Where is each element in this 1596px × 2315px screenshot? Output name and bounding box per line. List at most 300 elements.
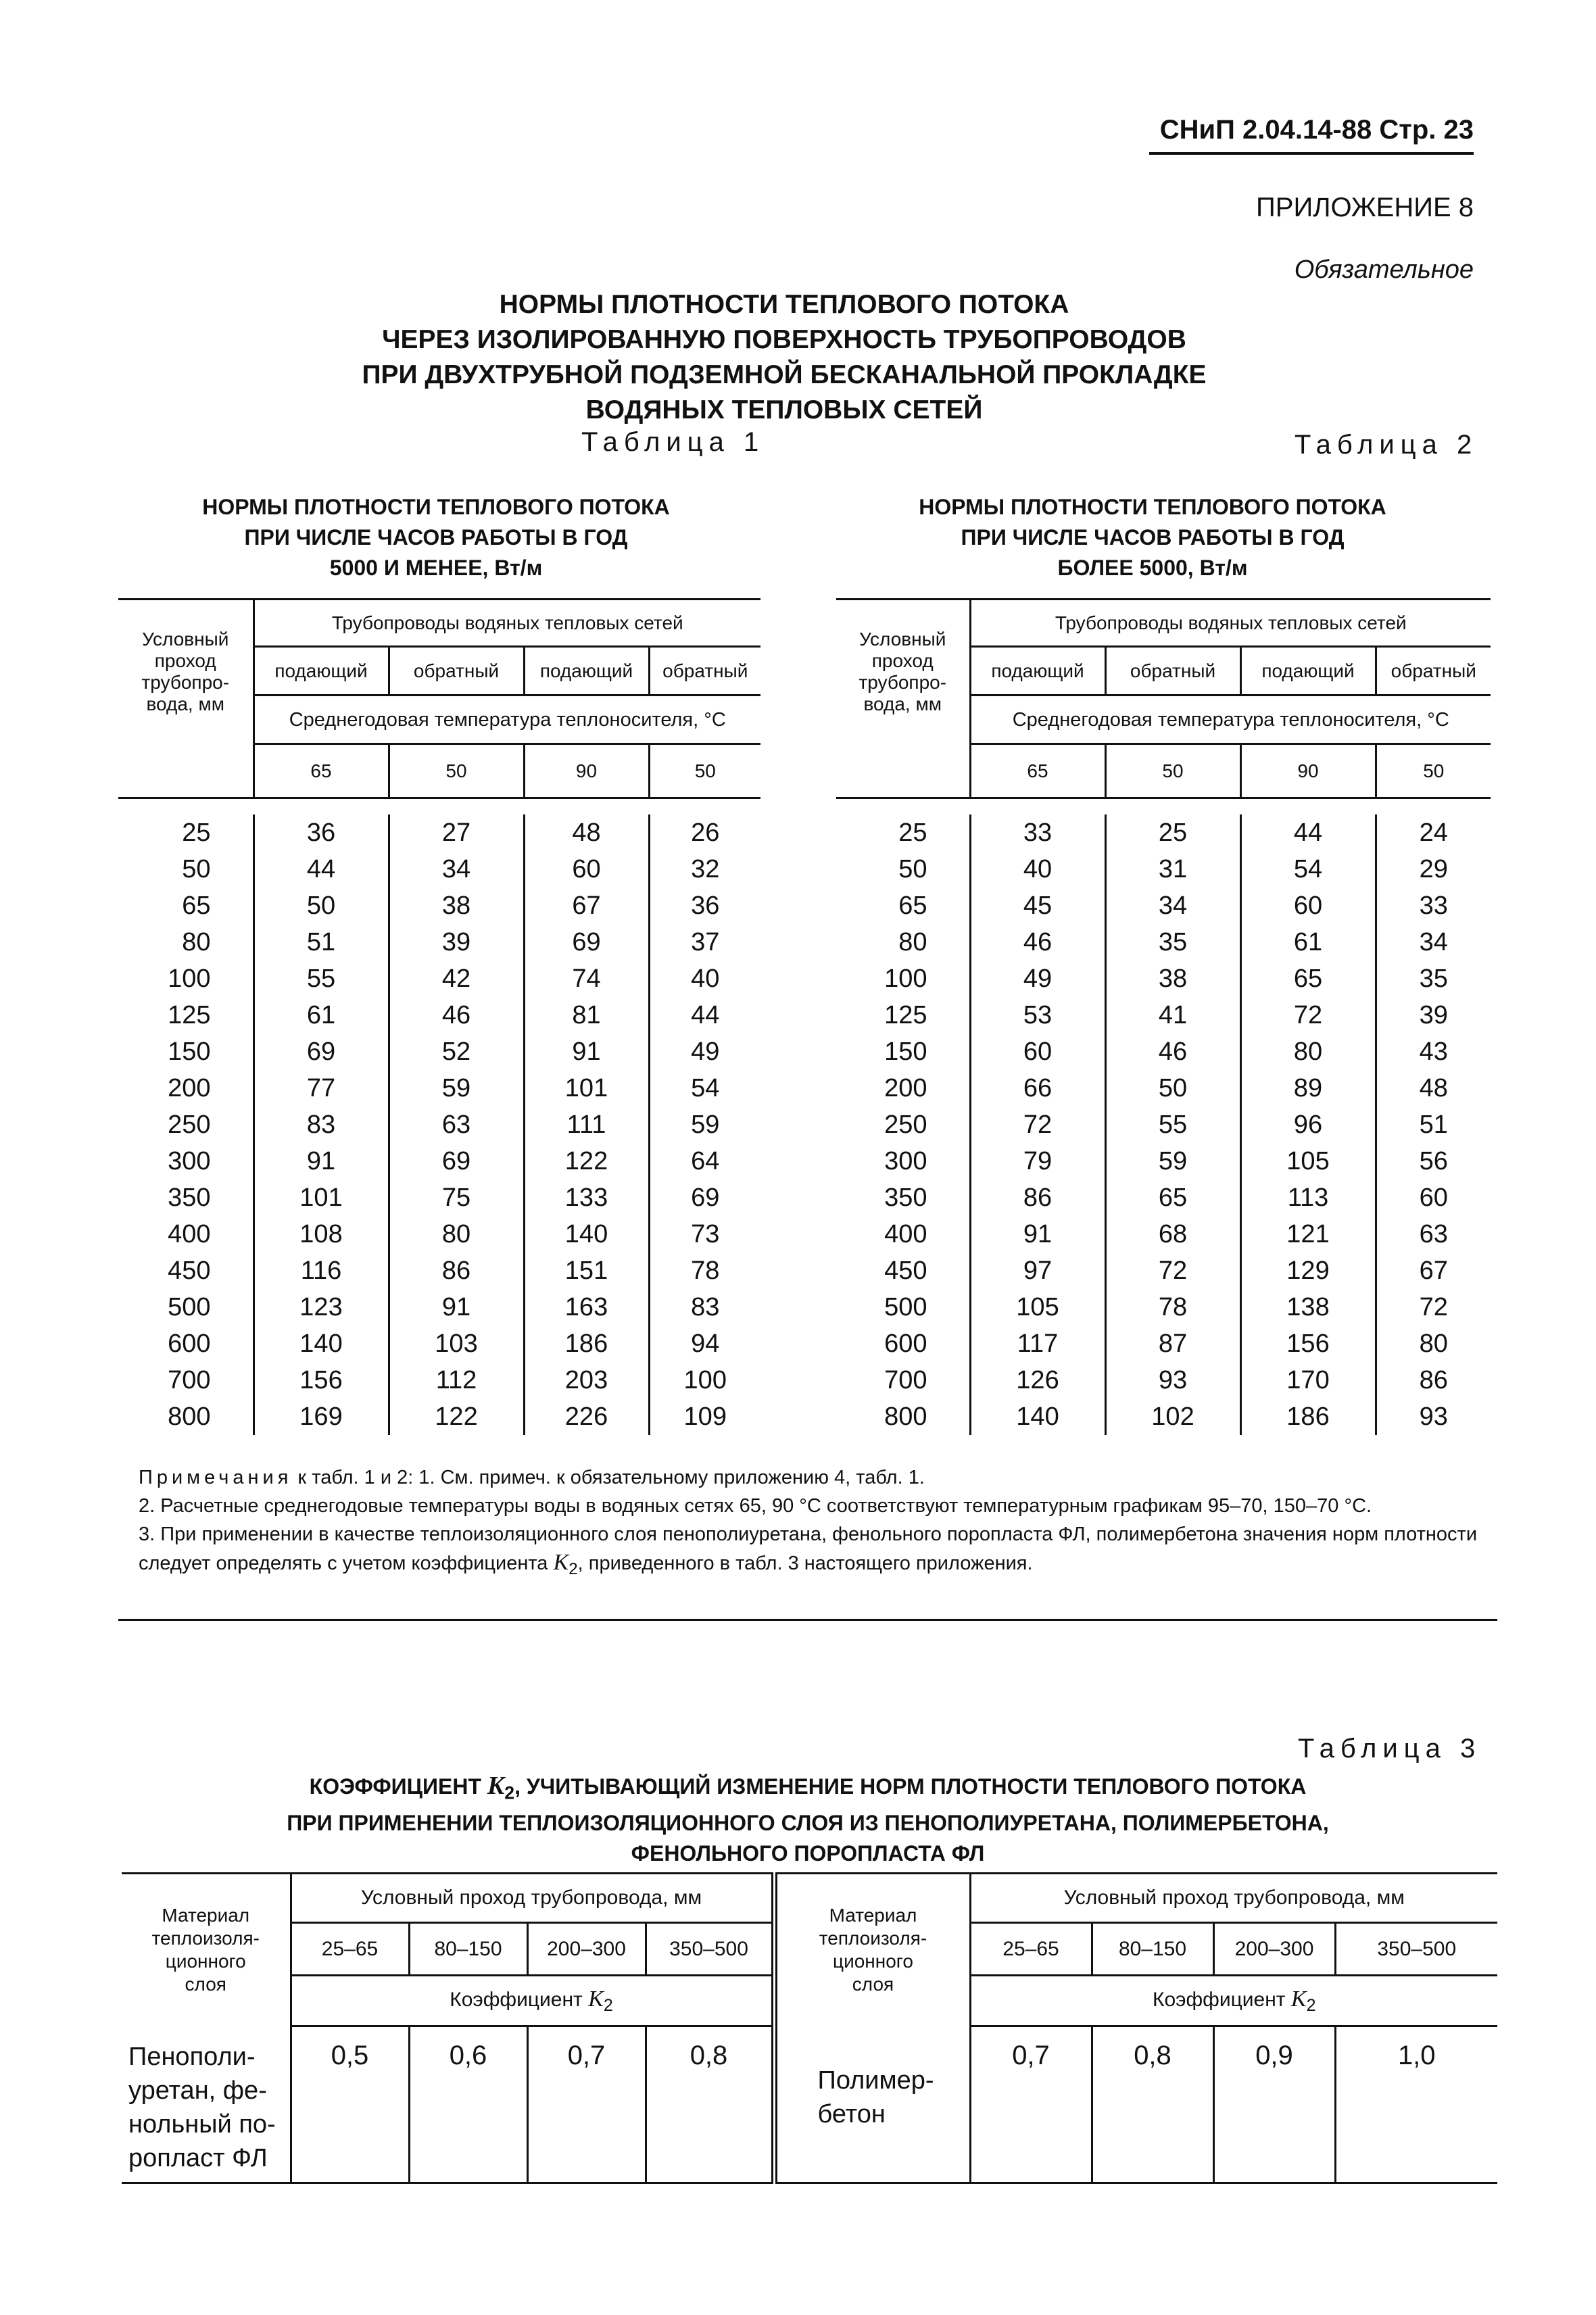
material-line: уретан, фе-	[128, 2076, 267, 2105]
value-cell: 69	[649, 1179, 760, 1216]
table-row	[836, 997, 1491, 1033]
value-cell: 112	[389, 1362, 524, 1398]
value-cell: 123	[253, 1289, 389, 1325]
table3	[122, 1872, 1497, 2184]
value-cell: 61	[253, 997, 389, 1033]
value-cell: 86	[970, 1179, 1105, 1216]
title-line: ЧЕРЕЗ ИЗОЛИРОВАННУЮ ПОВЕРХНОСТЬ ТРУБОПРОВОДОВ	[382, 325, 1186, 354]
table-row	[836, 1179, 1491, 1216]
value-cell: 94	[649, 1325, 760, 1362]
table2-title-line: ПРИ ЧИСЛЕ ЧАСОВ РАБОТЫ В ГОД	[961, 525, 1345, 550]
diameter-cell: 25	[182, 818, 211, 847]
diameter-cell: 800	[884, 1402, 927, 1431]
value-cell: 89	[1240, 1070, 1376, 1106]
value-cell: 56	[1376, 1143, 1491, 1179]
value-cell: 43	[1376, 1033, 1491, 1070]
temp-value: 50	[1105, 744, 1240, 798]
temp-value: 90	[1240, 744, 1376, 798]
title-line: ВОДЯНЫХ ТЕПЛОВЫХ СЕТЕЙ	[585, 395, 983, 424]
material-cell	[122, 2026, 291, 2183]
table-row	[118, 1289, 760, 1325]
value-cell: 140	[970, 1398, 1105, 1435]
table1-title-line: ПРИ ЧИСЛЕ ЧАСОВ РАБОТЫ В ГОД	[244, 525, 628, 550]
col-label: подающий	[1240, 647, 1376, 696]
col-label: подающий	[524, 647, 649, 696]
value-cell: 24	[1376, 814, 1491, 851]
table2-title-line: БОЛЕЕ 5000, Вт/м	[1057, 556, 1248, 580]
row-header-line: трубопро-	[141, 672, 230, 693]
diameter-cell: 100	[168, 964, 211, 993]
value-cell: 32	[649, 851, 760, 887]
coefficient-header	[291, 1976, 774, 2026]
table-row	[836, 960, 1491, 997]
diameter-cell: 250	[168, 1110, 211, 1139]
value-cell: 68	[1105, 1216, 1240, 1252]
diameter-cell: 50	[898, 854, 927, 883]
value-cell: 44	[649, 997, 760, 1033]
material-header-line: слоя	[852, 1974, 894, 1995]
table3-caption: Таблица 3	[1298, 1734, 1482, 1763]
table-row	[836, 1289, 1491, 1325]
table-row	[836, 1106, 1491, 1143]
table-row	[836, 1143, 1491, 1179]
title-text: КОЭФФИЦИЕНТ	[309, 1774, 487, 1799]
value-cell: 91	[389, 1289, 524, 1325]
value-cell: 67	[1376, 1252, 1491, 1289]
diameter-cell: 300	[168, 1146, 211, 1175]
table-row	[836, 1362, 1491, 1398]
diameter-cell: 150	[884, 1037, 927, 1066]
value-cell: 129	[1240, 1252, 1376, 1289]
value-cell: 69	[253, 1033, 389, 1070]
value-cell: 52	[389, 1033, 524, 1070]
value-cell: 26	[649, 814, 760, 851]
table1-title-line: 5000 И МЕНЕЕ, Вт/м	[329, 556, 543, 580]
diameter-cell: 500	[884, 1292, 927, 1321]
value-cell: 156	[253, 1362, 389, 1398]
diameter-cell: 700	[884, 1365, 927, 1394]
row-header-line: проход	[154, 650, 216, 672]
value-cell: 36	[253, 814, 389, 851]
value-cell: 48	[1376, 1070, 1491, 1106]
range-label: 350–500	[646, 1923, 774, 1976]
table1-caption: Таблица 1	[581, 427, 765, 457]
table-row	[836, 1070, 1491, 1106]
value-cell: 126	[970, 1362, 1105, 1398]
value-cell: 65	[1240, 960, 1376, 997]
k-symbol: K	[1290, 1986, 1307, 2012]
value-cell: 83	[649, 1289, 760, 1325]
value-cell: 133	[524, 1179, 649, 1216]
col-label: подающий	[970, 647, 1105, 696]
value-cell: 25	[1105, 814, 1240, 851]
table-row	[836, 814, 1491, 851]
value-cell: 29	[1376, 851, 1491, 887]
value-cell: 36	[649, 887, 760, 924]
value-cell: 34	[1376, 924, 1491, 960]
value-cell: 51	[253, 924, 389, 960]
value-cell: 170	[1240, 1362, 1376, 1398]
range-label: 25–65	[291, 1923, 409, 1976]
value-cell: 51	[1376, 1106, 1491, 1143]
k-subscript: 2	[504, 1782, 515, 1803]
coef-value: 0,7	[527, 2026, 646, 2183]
note-3	[139, 1520, 1497, 1584]
value-cell: 65	[1105, 1179, 1240, 1216]
table-row	[118, 960, 760, 997]
diameter-cell: 65	[182, 891, 211, 920]
value-cell: 42	[389, 960, 524, 997]
value-cell: 169	[253, 1398, 389, 1435]
table2-title-line: НОРМЫ ПЛОТНОСТИ ТЕПЛОВОГО ПОТОКА	[919, 495, 1386, 519]
spacer	[836, 744, 970, 798]
diameter-cell: 150	[168, 1037, 211, 1066]
value-cell: 103	[389, 1325, 524, 1362]
value-cell: 40	[970, 851, 1105, 887]
value-cell: 74	[524, 960, 649, 997]
temp-header: Среднегодовая температура теплоносителя, °С	[970, 696, 1491, 744]
value-cell: 67	[524, 887, 649, 924]
value-cell: 111	[524, 1106, 649, 1143]
k-symbol: K	[553, 1550, 569, 1575]
material-header-line: ционного	[165, 1951, 246, 1972]
value-cell: 87	[1105, 1325, 1240, 1362]
temp-header: Среднегодовая температура теплоносителя, °С	[253, 696, 760, 744]
value-cell: 186	[524, 1325, 649, 1362]
document-code: СНиП 2.04.14-88 Стр. 23	[1149, 115, 1474, 155]
title-line: НОРМЫ ПЛОТНОСТИ ТЕПЛОВОГО ПОТОКА	[499, 290, 1069, 319]
value-cell: 156	[1240, 1325, 1376, 1362]
table-row	[118, 1179, 760, 1216]
value-cell: 60	[970, 1033, 1105, 1070]
value-cell: 33	[1376, 887, 1491, 924]
value-cell: 35	[1376, 960, 1491, 997]
value-cell: 64	[649, 1143, 760, 1179]
value-cell: 48	[524, 814, 649, 851]
value-cell: 61	[1240, 924, 1376, 960]
diameter-cell: 350	[168, 1183, 211, 1212]
value-cell: 140	[253, 1325, 389, 1362]
coef-value: 1,0	[1335, 2026, 1497, 2183]
k-subscript: 2	[1306, 1995, 1316, 2015]
table2-caption: Таблица 2	[1295, 430, 1478, 460]
table-row	[118, 1362, 760, 1398]
table3-title-line: ФЕНОЛЬНОГО ПОРОПЛАСТА ФЛ	[631, 1841, 985, 1866]
value-cell: 77	[253, 1070, 389, 1106]
material-line: нольный по-	[128, 2110, 276, 2139]
material-header-line: ционного	[833, 1951, 913, 1972]
diameter-cell: 80	[182, 927, 211, 956]
value-cell: 72	[1240, 997, 1376, 1033]
table-row	[118, 887, 760, 924]
diameter-header: Условный проход трубопровода, мм	[291, 1874, 774, 1923]
value-cell: 39	[1376, 997, 1491, 1033]
page-title	[203, 287, 1365, 428]
value-cell: 91	[253, 1143, 389, 1179]
diameter-cell: 600	[884, 1329, 927, 1358]
table-row	[118, 1143, 760, 1179]
table-row	[836, 1216, 1491, 1252]
value-cell: 40	[649, 960, 760, 997]
value-cell: 86	[389, 1252, 524, 1289]
value-cell: 54	[1240, 851, 1376, 887]
value-cell: 79	[970, 1143, 1105, 1179]
row-header-line: Условный	[142, 629, 229, 650]
temp-value: 50	[1376, 744, 1491, 798]
material-line: ропласт ФЛ	[128, 2143, 268, 2172]
table-row	[118, 1325, 760, 1362]
diameter-cell: 450	[884, 1256, 927, 1285]
diameter-cell: 125	[884, 1000, 927, 1029]
row-header	[836, 600, 970, 744]
value-cell: 60	[1240, 887, 1376, 924]
value-cell: 39	[389, 924, 524, 960]
diameter-cell: 400	[884, 1219, 927, 1248]
note-1	[139, 1463, 1497, 1492]
value-cell: 35	[1105, 924, 1240, 960]
material-header-line: Материал	[829, 1905, 917, 1926]
note-2: 2. Расчетные среднегодовые температуры воды в водяных сетях 65, 90 °С соответствуют температурным графикам 95–70, 150–70 °С.	[139, 1495, 1372, 1517]
value-cell: 122	[524, 1143, 649, 1179]
value-cell: 151	[524, 1252, 649, 1289]
value-cell: 34	[1105, 887, 1240, 924]
value-cell: 78	[649, 1252, 760, 1289]
value-cell: 53	[970, 997, 1105, 1033]
value-cell: 33	[970, 814, 1105, 851]
value-cell: 49	[970, 960, 1105, 997]
table-row	[118, 1033, 760, 1070]
diameter-cell: 500	[168, 1292, 211, 1321]
diameter-cell: 65	[898, 891, 927, 920]
value-cell: 31	[1105, 851, 1240, 887]
diameter-cell: 400	[168, 1219, 211, 1248]
table-row	[118, 1216, 760, 1252]
range-label: 200–300	[1213, 1923, 1335, 1976]
coef-value: 0,5	[291, 2026, 409, 2183]
value-cell: 226	[524, 1398, 649, 1435]
value-cell: 46	[1105, 1033, 1240, 1070]
table1-title-line: НОРМЫ ПЛОТНОСТИ ТЕПЛОВОГО ПОТОКА	[202, 495, 670, 519]
range-label: 350–500	[1335, 1923, 1497, 1976]
range-label: 25–65	[970, 1923, 1092, 1976]
col-label: обратный	[649, 647, 760, 696]
value-cell: 46	[970, 924, 1105, 960]
diameter-cell: 200	[168, 1073, 211, 1102]
note-3-tail: , приведенного в табл. 3 настоящего приложения.	[577, 1553, 1033, 1574]
table3-title-line	[118, 1771, 1497, 1808]
value-cell: 78	[1105, 1289, 1240, 1325]
value-cell: 101	[253, 1179, 389, 1216]
diameter-cell: 250	[884, 1110, 927, 1139]
value-cell: 55	[1105, 1106, 1240, 1143]
value-cell: 102	[1105, 1398, 1240, 1435]
value-cell: 97	[970, 1252, 1105, 1289]
value-cell: 38	[389, 887, 524, 924]
material-line: Полимер-	[817, 2066, 934, 2095]
value-cell: 140	[524, 1216, 649, 1252]
table-row	[836, 851, 1491, 887]
value-cell: 80	[1240, 1033, 1376, 1070]
value-cell: 41	[1105, 997, 1240, 1033]
note-1-text: к табл. 1 и 2: 1. См. примеч. к обязательному приложению 4, табл. 1.	[292, 1467, 925, 1488]
diameter-cell: 300	[884, 1146, 927, 1175]
material-header-line: Материал	[162, 1905, 250, 1926]
table-row	[836, 1398, 1491, 1435]
range-label: 80–150	[409, 1923, 527, 1976]
diameter-cell: 25	[898, 818, 927, 847]
value-cell: 113	[1240, 1179, 1376, 1216]
value-cell: 69	[524, 924, 649, 960]
diameter-cell: 200	[884, 1073, 927, 1102]
table-row	[118, 1106, 760, 1143]
value-cell: 54	[649, 1070, 760, 1106]
diameter-cell: 100	[884, 964, 927, 993]
value-cell: 121	[1240, 1216, 1376, 1252]
value-cell: 72	[970, 1106, 1105, 1143]
row-header-line: проход	[871, 650, 934, 672]
value-cell: 105	[1240, 1143, 1376, 1179]
coef-value: 0,7	[970, 2026, 1092, 2183]
spacer	[118, 744, 253, 798]
note-3-text: 3. При применении в качестве теплоизоляционного слоя пенополиуретана, фенольного поропласта ФЛ, полимербетона значения норм плотности следует определять с учетом коэффициента	[139, 1524, 1478, 1574]
material-line: бетон	[817, 2099, 886, 2128]
value-cell: 73	[649, 1216, 760, 1252]
table2-body	[836, 814, 1491, 1435]
row-header-line: вода, мм	[863, 693, 942, 715]
coef-value: 0,8	[1092, 2026, 1213, 2183]
notes	[139, 1463, 1497, 1584]
temp-value: 65	[970, 744, 1105, 798]
value-cell: 109	[649, 1398, 760, 1435]
k-subscript: 2	[569, 1559, 578, 1578]
material-header	[774, 1874, 970, 2026]
value-cell: 55	[253, 960, 389, 997]
value-cell: 91	[524, 1033, 649, 1070]
value-cell: 44	[253, 851, 389, 887]
table-row	[836, 1033, 1491, 1070]
group-header: Трубопроводы водяных тепловых сетей	[253, 600, 760, 647]
col-label: подающий	[253, 647, 389, 696]
value-cell: 122	[389, 1398, 524, 1435]
diameter-cell: 700	[168, 1365, 211, 1394]
value-cell: 59	[649, 1106, 760, 1143]
value-cell: 108	[253, 1216, 389, 1252]
value-cell: 116	[253, 1252, 389, 1289]
diameter-cell: 80	[898, 927, 927, 956]
col-label: обратный	[1376, 647, 1491, 696]
diameter-cell: 350	[884, 1183, 927, 1212]
value-cell: 83	[253, 1106, 389, 1143]
table-row	[118, 1398, 760, 1435]
mandatory-label: Обязательное	[1294, 255, 1474, 284]
value-cell: 63	[389, 1106, 524, 1143]
material-header-line: теплоизоля-	[819, 1928, 927, 1949]
table3-title	[118, 1771, 1497, 1869]
table2-header	[836, 598, 1491, 799]
value-cell: 60	[1376, 1179, 1491, 1216]
title-line: ПРИ ДВУХТРУБНОЙ ПОДЗЕМНОЙ БЕСКАНАЛЬНОЙ ПРОКЛАДКЕ	[362, 360, 1207, 389]
table-row	[836, 1252, 1491, 1289]
value-cell: 27	[389, 814, 524, 851]
temp-value: 50	[389, 744, 524, 798]
value-cell: 63	[1376, 1216, 1491, 1252]
diameter-cell: 800	[168, 1402, 211, 1431]
value-cell: 44	[1240, 814, 1376, 851]
value-cell: 38	[1105, 960, 1240, 997]
diameter-cell: 600	[168, 1329, 211, 1358]
temp-value: 65	[253, 744, 389, 798]
col-label: обратный	[1105, 647, 1240, 696]
value-cell: 45	[970, 887, 1105, 924]
table3-title-line: ПРИ ПРИМЕНЕНИИ ТЕПЛОИЗОЛЯЦИОННОГО СЛОЯ ИЗ ПЕНОПОЛИУРЕТАНА, ПОЛИМЕРБЕТОНА,	[287, 1811, 1329, 1836]
value-cell: 50	[1105, 1070, 1240, 1106]
value-cell: 96	[1240, 1106, 1376, 1143]
divider	[118, 1619, 1497, 1621]
value-cell: 34	[389, 851, 524, 887]
material-line: Пенополи-	[128, 2042, 256, 2071]
diameter-header: Условный проход трубопровода, мм	[970, 1874, 1497, 1923]
appendix-label: ПРИЛОЖЕНИЕ 8	[1256, 193, 1474, 222]
value-cell: 80	[1376, 1325, 1491, 1362]
table1-title	[112, 492, 760, 583]
k-symbol: K	[588, 1986, 604, 2012]
value-cell: 163	[524, 1289, 649, 1325]
coef-value: 0,9	[1213, 2026, 1335, 2183]
notes-lead: Примечания	[139, 1467, 293, 1488]
value-cell: 91	[970, 1216, 1105, 1252]
table-row	[118, 997, 760, 1033]
coefficient-header	[970, 1976, 1497, 2026]
table-row	[836, 887, 1491, 924]
material-cell	[774, 2026, 970, 2183]
coef-label: Коэффициент	[450, 1988, 583, 2011]
col-label: обратный	[389, 647, 524, 696]
row-header	[118, 600, 253, 744]
value-cell: 49	[649, 1033, 760, 1070]
coef-value: 0,8	[646, 2026, 774, 2183]
value-cell: 80	[389, 1216, 524, 1252]
row-header-line: вода, мм	[146, 693, 224, 715]
coef-label: Коэффициент	[1153, 1988, 1286, 2011]
value-cell: 100	[649, 1362, 760, 1398]
value-cell: 86	[1376, 1362, 1491, 1398]
value-cell: 60	[524, 851, 649, 887]
temp-value: 90	[524, 744, 649, 798]
value-cell: 37	[649, 924, 760, 960]
table-row	[118, 814, 760, 851]
diameter-cell: 450	[168, 1256, 211, 1285]
value-cell: 50	[253, 887, 389, 924]
material-header	[122, 1874, 291, 2026]
value-cell: 101	[524, 1070, 649, 1106]
value-cell: 81	[524, 997, 649, 1033]
row-header-line: трубопро-	[859, 672, 947, 693]
value-cell: 75	[389, 1179, 524, 1216]
table2-title	[828, 492, 1477, 583]
value-cell: 72	[1376, 1289, 1491, 1325]
table-row	[836, 924, 1491, 960]
table-row	[118, 1070, 760, 1106]
range-label: 200–300	[527, 1923, 646, 1976]
diameter-cell: 50	[182, 854, 211, 883]
diameter-cell: 125	[168, 1000, 211, 1029]
coef-value: 0,6	[409, 2026, 527, 2183]
value-cell: 105	[970, 1289, 1105, 1325]
value-cell: 93	[1105, 1362, 1240, 1398]
group-header: Трубопроводы водяных тепловых сетей	[970, 600, 1491, 647]
material-header-line: слоя	[185, 1974, 226, 1995]
table1-body	[118, 814, 760, 1435]
